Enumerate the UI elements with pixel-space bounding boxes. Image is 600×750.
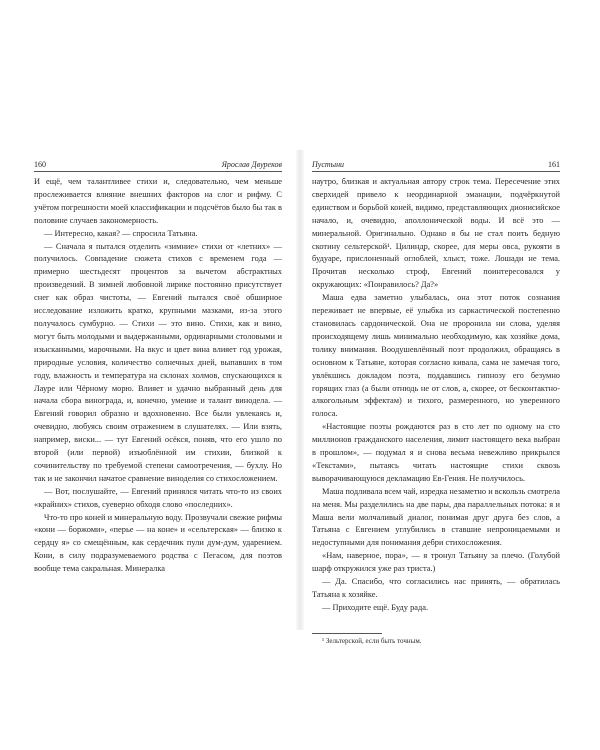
left-page (34, 160, 282, 576)
paragraph: — Сначала я пытался отделить «зимние» стихи от «летних» — получилось. Совпадение сюжета стихов с временем года — примерно шестьдесят процентов за вычетом абстрактных произведений. В зимней любовной лирике постоянно присутствует снег как образ чистоты, — Евгений пытался своё обширное исследование изложить кратко, крупными мазками, из-за этого получалось сумбурно. — Стихи — это вино. Стихи, как и вино, могут быть молодыми и выдержанными, ординарными столовыми и изысканными, марочными. На вкус и цвет вина влияет год урожая, природные условия, количество солнечных дней, выпавших в том году, влажность и температура на склонах холмов, спускающихся к Лауре или Чёрному морю. Влияет и удачно выбранный день для начала сбора винограда, и, конечно, умение и талант винодела. — Евгений говорил образно и вдохновенно. Все были увлекаясь и, очевидно, любуясь своим отражением в слушателях. — Или взять, например, виски... — тут Евгений осёкся, поняв, что его ушло по второй (или первой) изъюблённой им стихии, близкой к сочинительству по требуемой степени самоотречения, — бухлу. Но так и не закончил начатое сравнение виноделия со стихосложением. (34, 241, 282, 483)
right-page-number: 161 (548, 160, 560, 169)
paragraph: — Приходите ещё. Буду рада. (322, 602, 429, 612)
paragraph: Маша подливала всем чай, изредка незаметно и вскользь смотрела на меня. Мы разделились на две пары, два параллельных потока: я и Маша вели молчаливый диалог, понимая друг друга без слов, а Татьяна с Евгением углубились в ставшие непроницаемыми и недоступными для понимания дебри стихосложения. (312, 486, 560, 548)
right-page-header (312, 160, 560, 172)
left-running-head: Ярослав Двуреков (221, 160, 282, 169)
left-page-number: 160 (34, 160, 46, 169)
paragraph: «Нам, наверное, пора», — я тронул Татьяну за плечо. (Голубой шарф откружился уже раз триста.) (312, 551, 560, 574)
right-page-body (312, 176, 560, 646)
paragraph: — Вот, послушайте, — Евгений принялся читать что-то из своих «крайних» стихов, суеверно обходя слово «последних». (34, 486, 282, 509)
footnote-rule (312, 633, 382, 634)
paragraph: И ещё, чем талантливее стихи и, следовательно, чем меньше прослеживается влияние внешних факторов на слог и рифму. С учётом погрешности моей классификации и подсчётов было бы так в половине случаев закономерность. (34, 177, 282, 225)
left-page-body (34, 176, 282, 576)
paragraph: «Настоящие поэты рождаются раз в сто лет по одному на сто миллионов гражданского населения, лимит настоящего века выбран в прошлом», — подумал я и снова весьма невежливо прикрылся «Текстами», пытаясь читать настоящие стихи сквозь выворачивающуюся декламацию Ев-Гения. Не получилось. (312, 422, 560, 483)
paragraph: — Интересно, какая? — спросила Татьяна. (44, 228, 198, 238)
left-page-header (34, 160, 282, 172)
paragraph: Что-то про коней и минеральную воду. Прозвучали свежие рифмы «кони — боржоми», «перье — на коне» и «сельтерская» — близко к сердцу я» со смещённым, как сердечник пули дум-дум, ударением. Кони, в силу подразумеваемого родства с Пегасом, для поэтов вообще тема сакральная. Минералка (34, 512, 282, 574)
book-gutter (296, 150, 304, 630)
footnote: ¹ Зельтерской, если быть точным. (322, 636, 422, 645)
right-page (312, 160, 560, 646)
paragraph: Маша едва заметно улыбалась, она этот поток сознания переживает не впервые, её улыбка из саркастической постепенно становилась сардонической. Она не проронила ни слова, уделяя происходящему лишь минимально необходимую, как хозяйке дома, толику внимания. Воодушевлённый поэт продолжил, обращаясь в основном к Татьяне, которая согласно кивала, сама не замечая того, увлёкшись докладом поэта, поддавшись гипнозу его безумно горящих глаз (а были отнюдь не от слов, а, скорее, от бесконтактно-алкогольным эффектам) и тихого, размеренного, но уверенного голоса. (312, 293, 560, 419)
paragraph: — Да. Спасибо, что согласились нас принять, — обратилась Татьяна к хозяйке. (312, 577, 560, 599)
paragraph: наутро, близкая и актуальная автору строк тема. Пересечение этих сверхидей привело к неординарной эманации, подчёркнутой единством и борьбой коней, видимо, представляющих дионисийское начало, и, очевидно, аполлонической воды. И всё это — минеральной. Оригинально. Однако я бы не стал поить бедную скотину сельтерской¹. Цилиндр, скорее, для меры овса, рукояти в будуаре, прислоненный оглоблей, хлыст, тоже. Лошади не тема. Прочитав несколько строф, Евгений поинтересовался у окружающих: «Понравилось? Да?» (312, 177, 560, 290)
right-running-head: Пустыни (312, 160, 345, 169)
